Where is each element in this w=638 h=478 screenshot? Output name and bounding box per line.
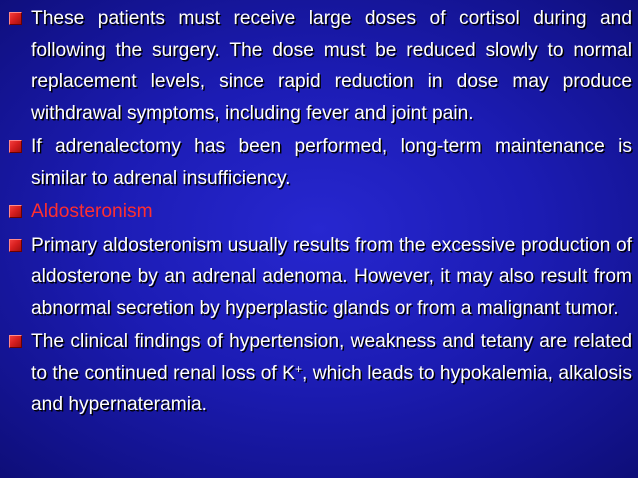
potassium-charge-superscript: +: [294, 361, 302, 376]
bullet-text: Primary aldosteronism usually results from the excessive production of aldosterone by an adrenal adenoma. However, it may also result from abnormal secretion by hyperplastic glands or from a malignant tumor.: [31, 234, 632, 319]
section-heading: Aldosteronism: [31, 201, 153, 222]
bullet-item: [0, 230, 638, 325]
bullet-text: If adrenalectomy has been performed, long-term maintenance is similar to adrenal insufficiency.: [31, 136, 632, 189]
bullet-text-part: The clinical findings of hypertension, weakness and tetany are related to the continued renal loss of K: [31, 331, 632, 384]
bullet-item: [0, 196, 638, 228]
bullet-text: [31, 326, 632, 421]
bullet-item: [0, 3, 638, 129]
bullet-item: [0, 131, 638, 194]
bullet-square-icon: [9, 239, 22, 252]
bullet-text: These patients must receive large doses of cortisol during and following the surgery. The dose must be reduced slowly to normal replacement levels, since rapid reduction in dose may produce withdrawal symptoms, including fever and joint pain.: [31, 8, 632, 124]
bullet-square-icon: [9, 12, 22, 25]
bullet-item: [0, 326, 638, 421]
bullet-square-icon: [9, 140, 22, 153]
bullet-square-icon: [9, 205, 22, 218]
bullet-text-part: , which leads to hypokalemia, alkalosis and hypernateramia.: [31, 362, 632, 415]
slide-content: [0, 3, 638, 423]
bullet-square-icon: [9, 335, 22, 348]
